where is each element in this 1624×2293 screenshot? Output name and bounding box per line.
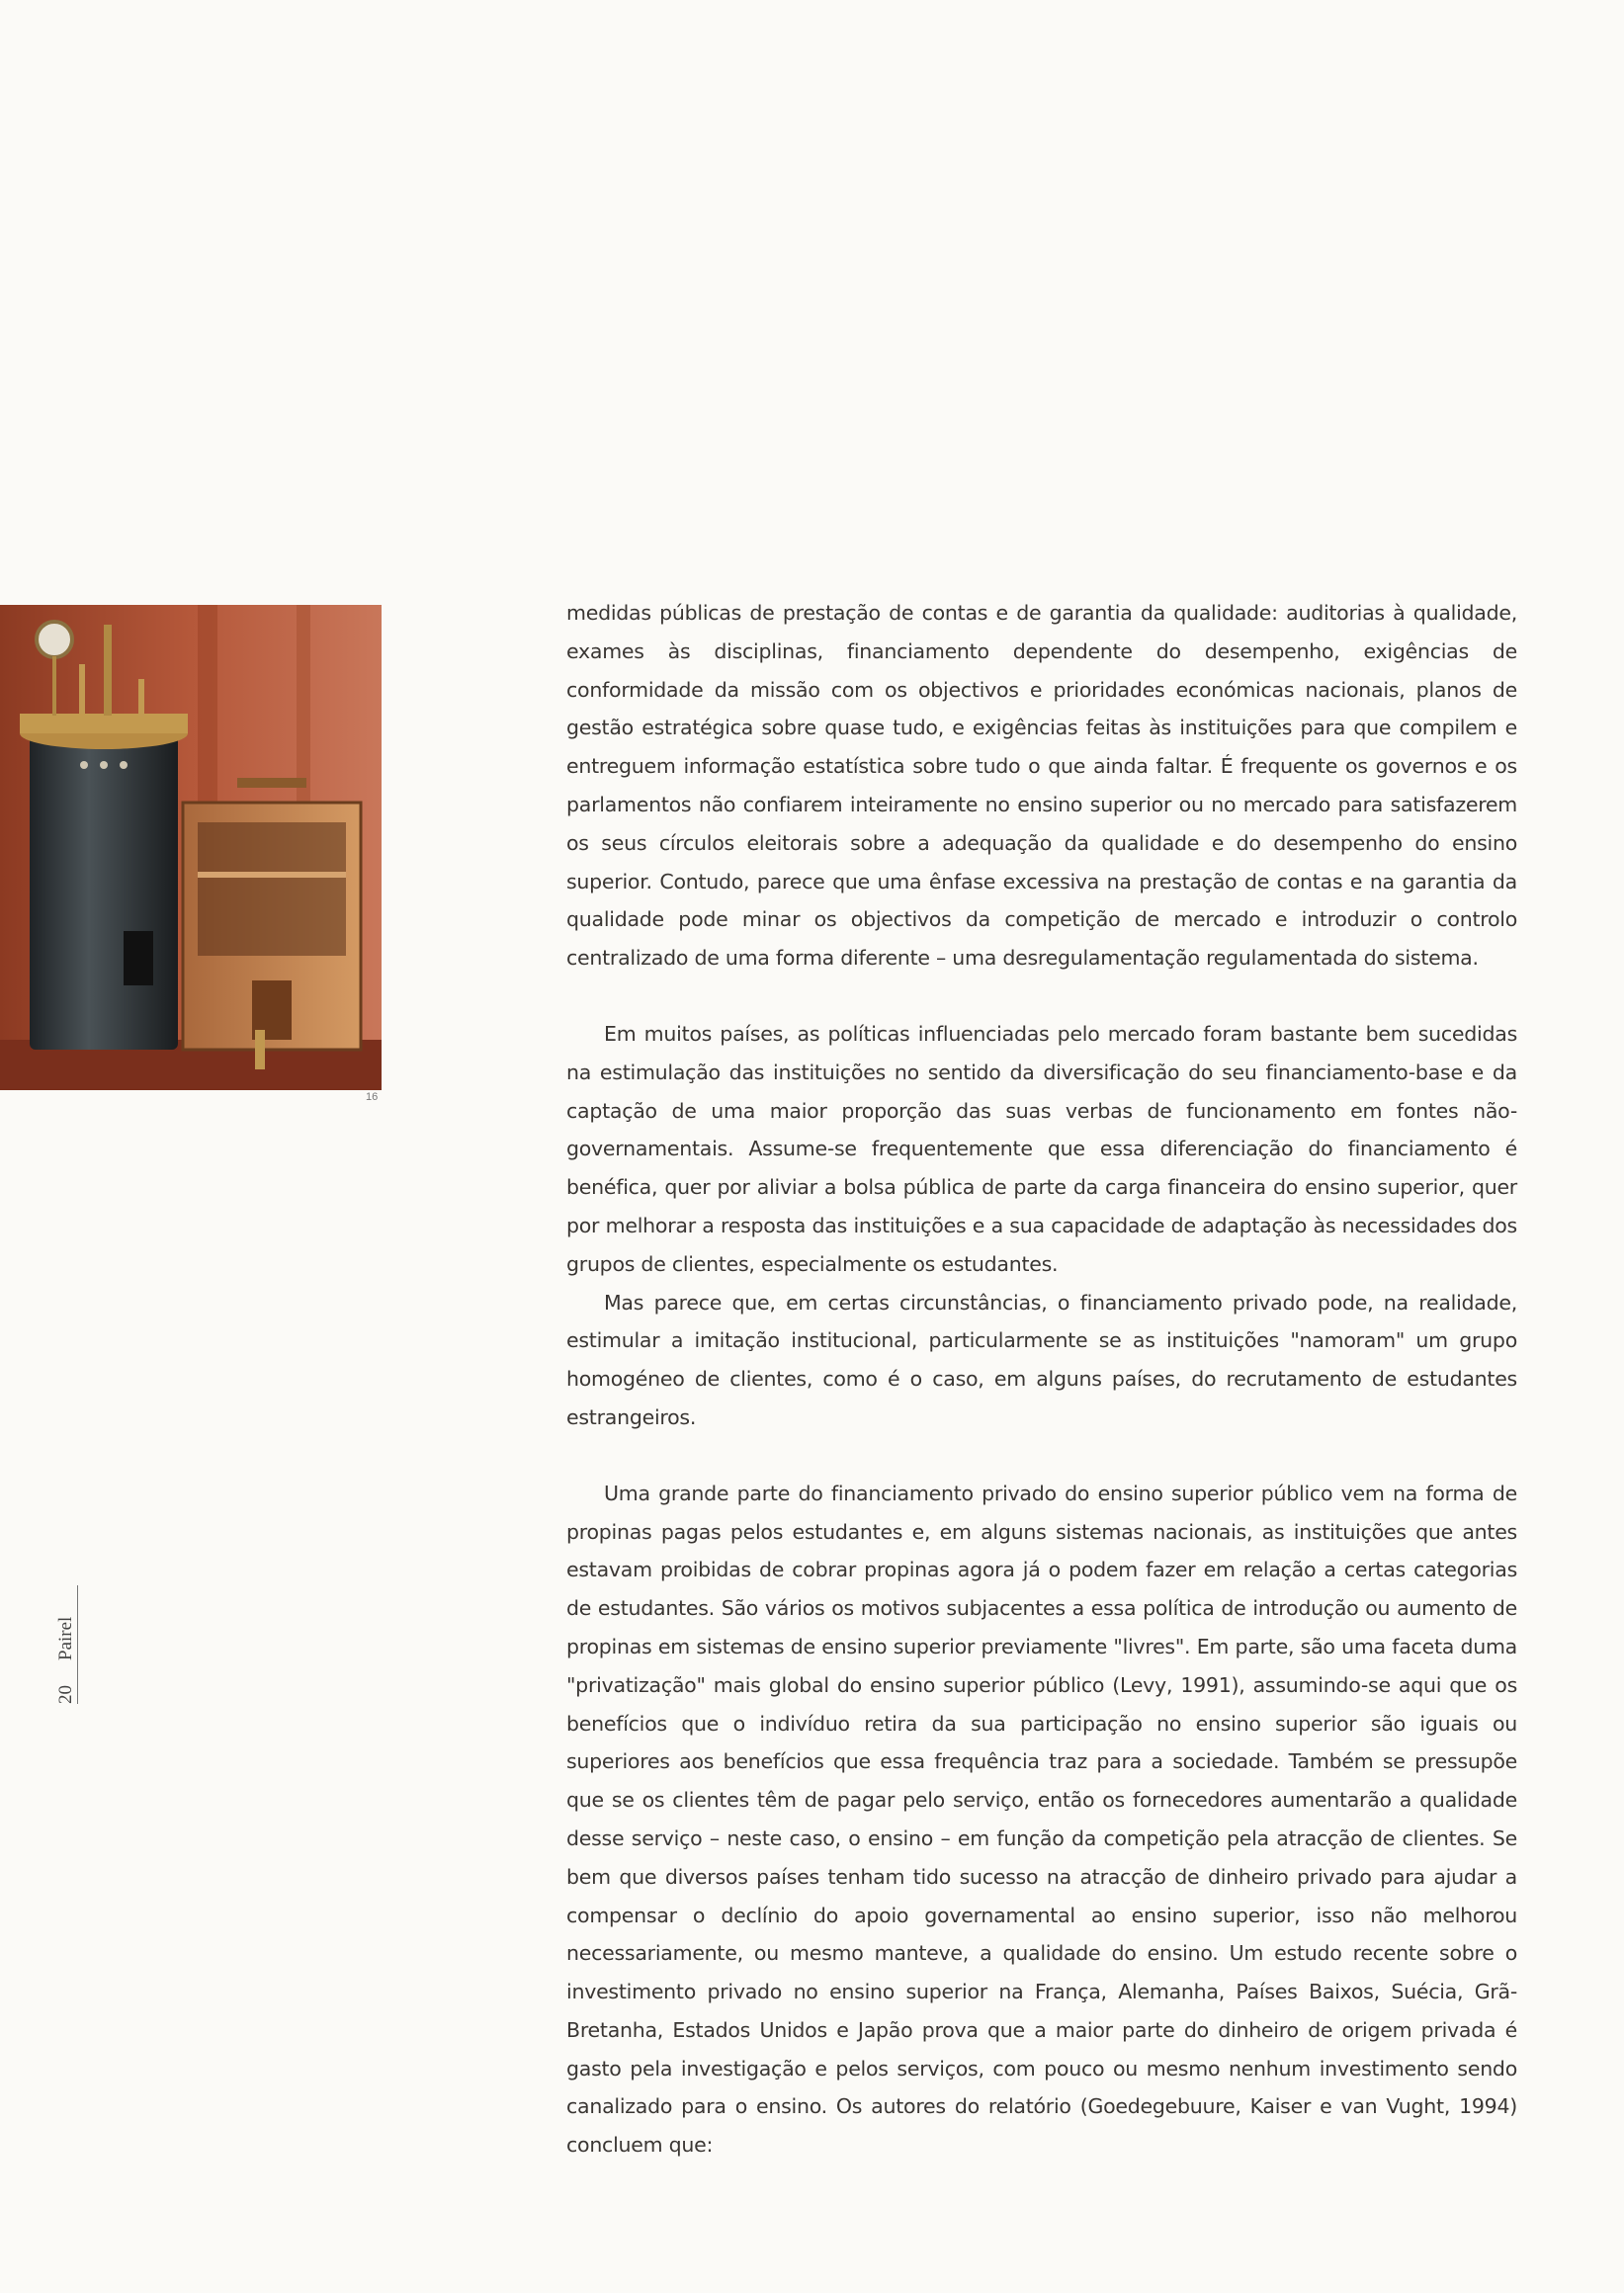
paragraph: Em muitos países, as políticas influenciadas pelo mercado foram bastante bem sucedidas na estimulação das instituições no sentido da diversificação do seu financiamento-base e da captação de uma maior proporção das suas verbas de funcionamento em fontes não-governamentais. Assume-se frequentemente que essa diferenciação do financiamento é benéfica, quer por aliviar a bolsa pública de parte da carga financeira do ensino superior, quer por melhorar a resposta das instituições e a sua capacidade de adaptação às necessidades dos grupos de clientes, especialmente os estudantes. xyxy=(566,1021,1517,1276)
paragraph: Uma grande parte do financiamento privado do ensino superior público vem na forma de propinas pagas pelos estudantes e, em alguns sistemas nacionais, as instituições que antes estavam proibidas de cobrar propinas agora já o podem fazer em relação a certas categorias de estudantes. São vários os motivos subjacentes a essa política de introdução ou aumento de propinas em sistemas de ensino superior previamente "livres". Em parte, são uma faceta duma "privatização" mais global do ensino superior público (Levy, 1991), assumindo-se aqui que os benefícios que o indivíduo retira da sua participação no ensino superior são iguais ou superiores aos benefícios que essa frequência traz para a sociedade. Também se pressupõe que se os clientes têm de pagar pelo serviço, então os fornecedores aumentarão a qualidade desse serviço – neste caso, o ensino – em função da competição pela atracção de clientes. Se bem que diversos países tenham tido sucesso na atracção de dinheiro privado para ajudar a compensar o declínio do apoio governamental ao ensino superior, isso não melhorou necessariamente, ou mesmo manteve, a qualidade do ensino. Um estudo recente sobre o investimento privado no ensino superior na França, Alemanha, Países Baixos, Suécia, Grã-Bretanha, Estados Unidos e Japão prova que a maior parte do dinheiro de origem privada é gasto pela investigação e pelos serviços, com pouco ou mesmo nenhum investimento sendo canalizado para o ensino. Os autores do relatório (Goedegebuure, Kaiser e van Vught, 1994) concluem que: xyxy=(566,1481,1517,2158)
figure-caption: 16 xyxy=(366,1091,379,1103)
body-text xyxy=(566,594,1517,2165)
running-title: Pairel xyxy=(55,1616,76,1660)
page-number: 20 xyxy=(55,1685,76,1704)
page-footer xyxy=(49,1581,89,1710)
paragraph: medidas públicas de prestação de contas e de garantia da qualidade: auditorias à qualidade, exames às disciplinas, financiamento dependente do desempenho, exigências de conformidade da missão com os objectivos e prioridades económicas nacionais, planos de gestão estratégica sobre quase tudo, e exigências feitas às instituições para que compilem e entreguem informação estatística sobre tudo o que ainda faltar. É frequente os governos e os parlamentos não confiarem inteiramente no ensino superior ou no mercado para satisfazerem os seus círculos eleitorais sobre a adequação da qualidade e do desempenho do ensino superior. Contudo, parece que uma ênfase excessiva na prestação de contas e na garantia da qualidade pode minar os objectivos da competição de mercado e introduzir o controlo centralizado de uma forma diferente – uma desregulamentação regulamentada do sistema. xyxy=(566,601,1517,971)
antique-sterilizer-photo xyxy=(0,605,382,1090)
footer-rule xyxy=(77,1585,78,1704)
paragraph: Mas parece que, em certas circunstâncias, o financiamento privado pode, na realidade, estimular a imitação institucional, particularmente se as instituições "namoram" um grupo homogéneo de clientes, como é o caso, em alguns países, do recrutamento de estudantes estrangeiros. xyxy=(566,1290,1517,1429)
figure-photo xyxy=(0,605,382,1090)
